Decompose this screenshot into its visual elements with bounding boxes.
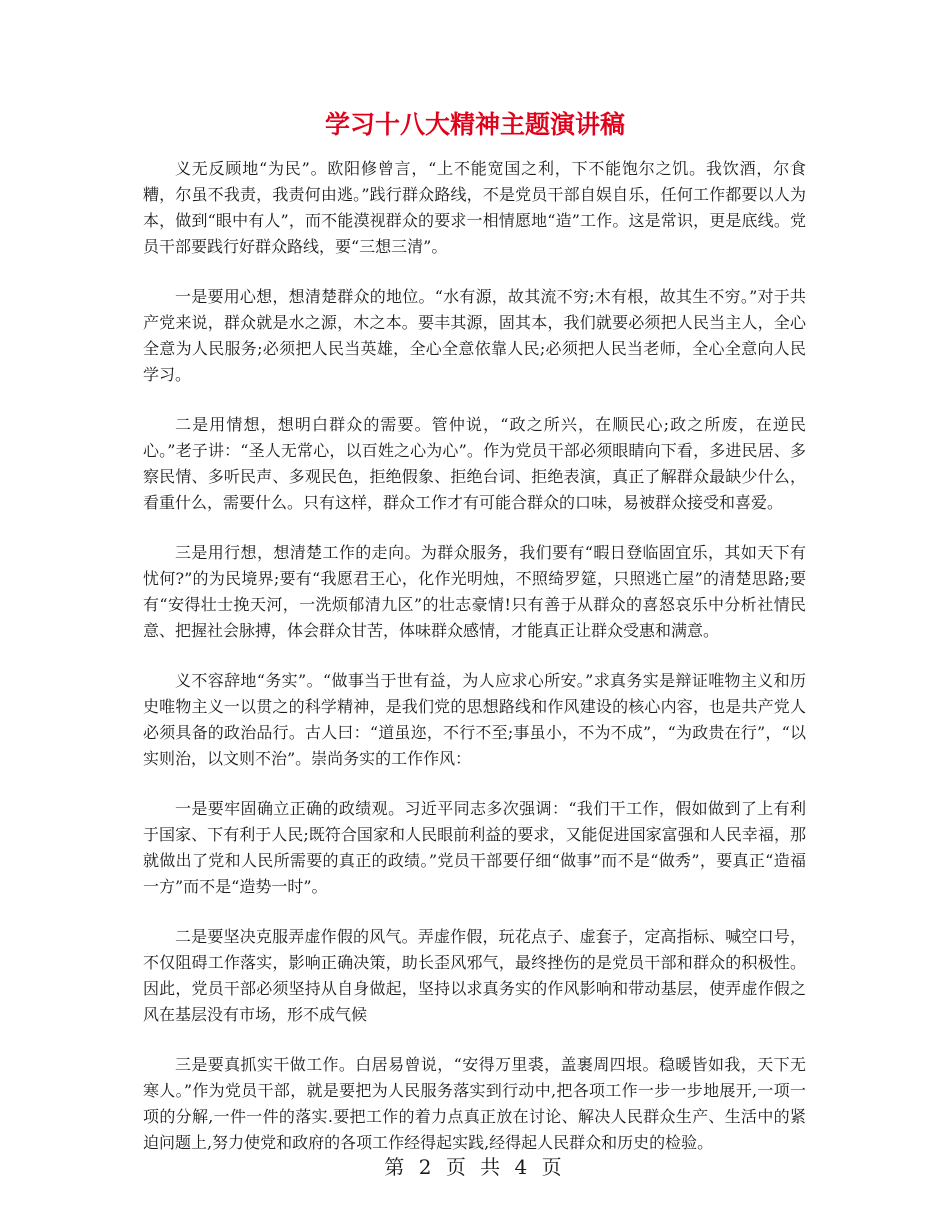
paragraph-4: 三是用行想，想清楚工作的走向。为群众服务，我们要有“暇日登临固宜乐，其如天下有忧何?”的为民境界;要有“我愿君王心，化作光明烛，不照绮罗筵，只照逃亡屋”的清楚思路;要有“安得壮士挽天河，一洗烦郁清九区”的壮志豪情!只有善于从群众的喜怒哀乐中分析社情民意、把握社会脉搏，体会群众甘苦，体味群众感情，才能真正让群众受惠和满意。	[143, 543, 806, 640]
document-body	[143, 156, 806, 1180]
paragraph-3: 二是用情想，想明白群众的需要。管仲说，“政之所兴，在顺民心;政之所废，在逆民心。”老子讲：“圣人无常心，以百姓之心为心”。作为党员干部必须眼睛向下看，多进民居、多察民情、多听民声、多观民色，拒绝假象、拒绝台词、拒绝表演，真正了解群众最缺少什么，看重什么，需要什么。只有这样，群众工作才有可能合群众的口味，易被群众接受和喜爱。	[143, 415, 806, 512]
paragraph-1: 义无反顾地“为民”。欧阳修曾言，“上不能宽国之利，下不能饱尔之饥。我饮酒，尔食糟，尔虽不我责，我责何由逃。”践行群众路线，不是党员干部自娱自乐，任何工作都要以人为本，做到“眼中有人”，而不能漠视群众的要求一相情愿地“造”工作。这是常识，更是底线。党员干部要践行好群众路线，要“三想三清”。	[143, 159, 806, 256]
document-title: 学习十八大精神主题演讲稿	[324, 110, 625, 139]
page-number-footer: 第 2 页 共 4 页	[384, 1155, 566, 1179]
paragraph-6: 一是要牢固确立正确的政绩观。习近平同志多次强调：“我们干工作，假如做到了上有利于国家、下有利于人民;既符合国家和人民眼前利益的要求，又能促进国家富强和人民幸福，那就做出了党和人民所需要的真正的政绩。”党员干部要仔细“做事”而不是“做秀”，要真正“造福一方”而不是“造势一时”。	[143, 799, 806, 896]
paragraph-8: 三是要真抓实干做工作。白居易曾说，“安得万里裘，盖裹周四垠。稳暖皆如我，天下无寒人。”作为党员干部，就是要把为人民服务落实到行动中,把各项工作一步一步地展开,一项一项的分解,一件一件的落实.要把工作的着力点真正放在讨论、解决人民群众生产、生活中的紧迫问题上,努力使党和政府的各项工作经得起实践,经得起人民群众和历史的检验。	[143, 1055, 806, 1152]
paragraph-7: 二是要坚决克服弄虚作假的风气。弄虚作假，玩花点子、虚套子，定高指标、喊空口号，不仅阻碍工作落实，影响正确决策，助长歪风邪气，最终挫伤的是党员干部和群众的积极性。因此，党员干部必须坚持从自身做起，坚持以求真务实的作风影响和带动基层，使弄虚作假之风在基层没有市场，形不成气候	[143, 927, 806, 1024]
paragraph-5: 义不容辞地“务实”。“做事当于世有益，为人应求心所安。”求真务实是辩证唯物主义和历史唯物主义一以贯之的科学精神，是我们党的思想路线和作风建设的核心内容，也是共产党人必须具备的政治品行。古人曰：“道虽迩，不行不至;事虽小，不为不成”，“为政贵在行”，“以实则治，以文则不治”。崇尚务实的工作作风：	[143, 671, 806, 768]
paragraph-2: 一是要用心想，想清楚群众的地位。“水有源，故其流不穷;木有根，故其生不穷。”对于共产党来说，群众就是水之源，木之本。要丰其源，固其本，我们就要必须把人民当主人，全心全意为人民服务;必须把人民当英雄，全心全意依靠人民;必须把人民当老师，全心全意向人民学习。	[143, 287, 806, 384]
